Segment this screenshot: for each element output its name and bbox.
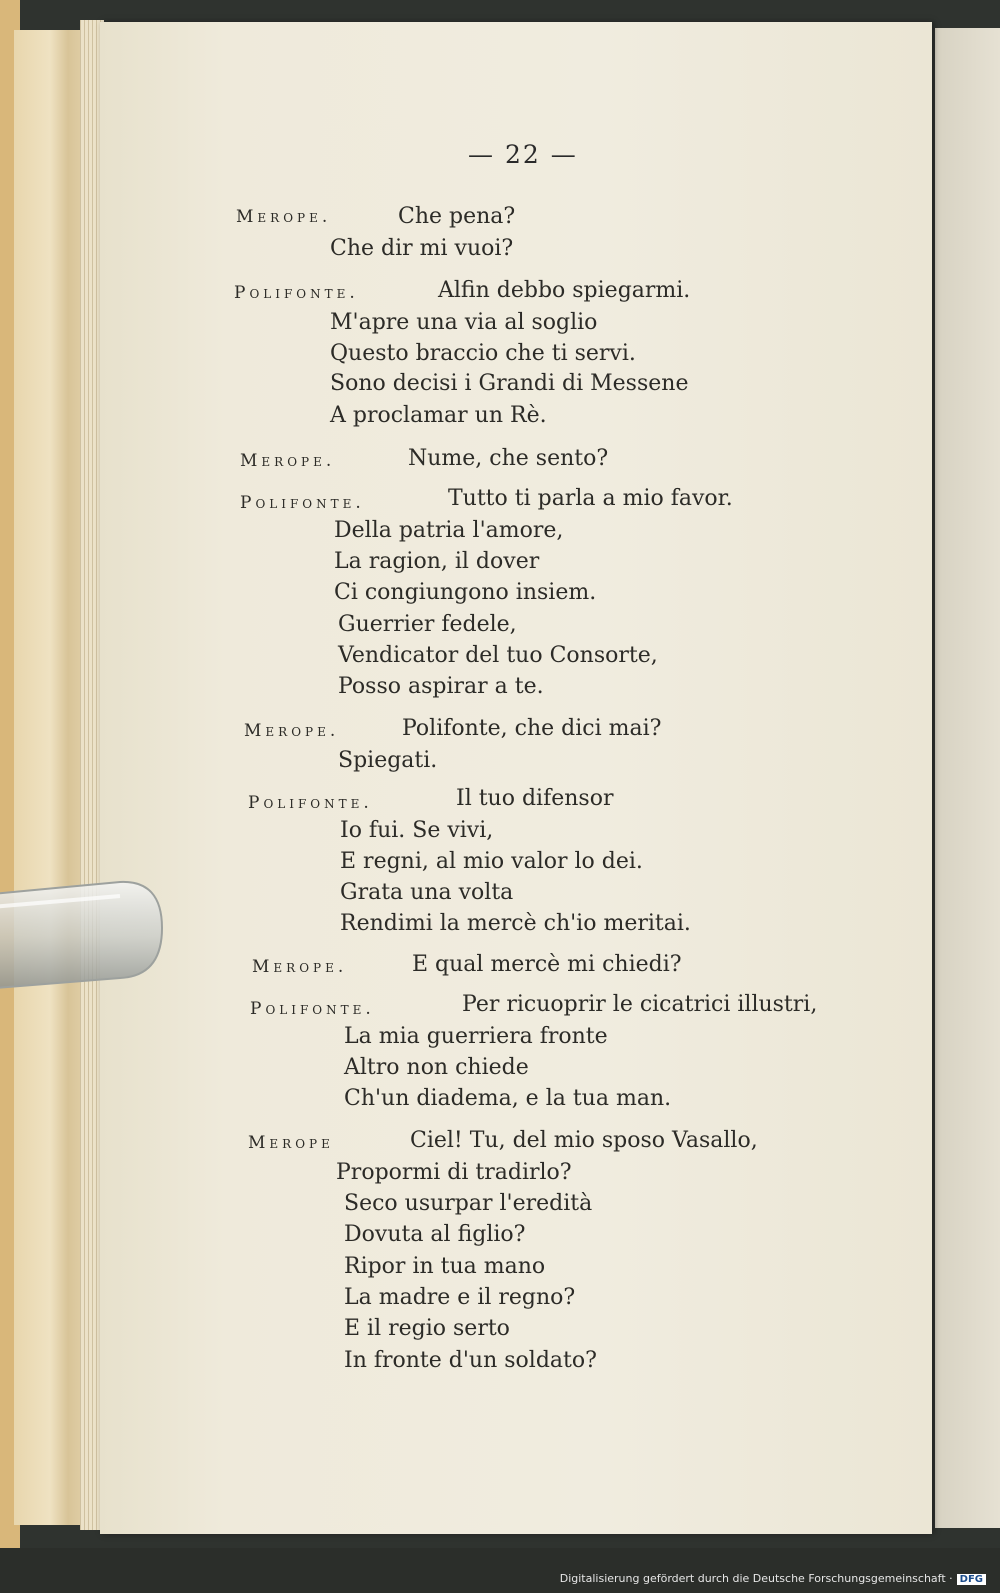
facing-page	[935, 28, 1000, 1528]
verse-line: Polifonte, che dici mai?	[402, 716, 662, 741]
verse-line: E qual mercè mi chiedi?	[412, 952, 682, 977]
verse-line: La mia guerriera fronte	[344, 1024, 608, 1049]
verse-line: Ciel! Tu, del mio sposo Vasallo,	[410, 1128, 758, 1153]
verse-line: Guerrier fedele,	[338, 612, 517, 637]
speaker-label: Merope.	[244, 721, 340, 741]
verse-line: Altro non chiede	[344, 1055, 529, 1080]
verse-line: In fronte d'un soldato?	[344, 1348, 597, 1373]
verse-line: Propormi di tradirlo?	[336, 1160, 572, 1185]
verse-line: Ripor in tua mano	[344, 1254, 546, 1279]
verse-line: Sono decisi i Grandi di Messene	[330, 371, 689, 396]
speaker-label: Polifonte.	[234, 283, 359, 303]
speaker-label: Merope.	[240, 451, 336, 471]
verse-line: M'apre una via al soglio	[330, 310, 598, 335]
verse-line: Per ricuoprir le cicatrici illustri,	[462, 992, 818, 1017]
verse-line: Alfin debbo spiegarmi.	[438, 278, 691, 303]
verse-line: E regni, al mio valor lo dei.	[340, 849, 643, 874]
verse-line: Che pena?	[398, 204, 516, 229]
verse-line: Spiegati.	[338, 748, 438, 773]
verse-line: La madre e il regno?	[344, 1285, 576, 1310]
verse-line: Rendimi la mercè ch'io meritai.	[340, 911, 691, 936]
verse-line: Ci congiungono insiem.	[334, 580, 597, 605]
verse-line: Della patria l'amore,	[334, 518, 564, 543]
page-clip	[0, 878, 165, 996]
page-number: — 22 —	[468, 140, 578, 169]
verse-line: Grata una volta	[340, 880, 514, 905]
verse-line: La ragion, il dover	[334, 549, 540, 574]
credit-text: Digitalisierung gefördert durch die Deutsche Forschungsgemeinschaft ·	[559, 1572, 953, 1585]
verse-line: Nume, che sento?	[408, 446, 609, 471]
verse-line: Io fui. Se vivi,	[340, 818, 494, 843]
speaker-label: Merope	[248, 1133, 334, 1153]
verse-line: Il tuo difensor	[456, 786, 614, 811]
footer-bar	[0, 1548, 1000, 1593]
dfg-logo: DFG	[957, 1574, 986, 1585]
speaker-label: Merope.	[252, 957, 348, 977]
speaker-label: Merope.	[236, 207, 332, 227]
verse-line: Questo braccio che ti servi.	[330, 341, 636, 366]
verse-line: Dovuta al figlio?	[344, 1222, 526, 1247]
digitization-credit	[560, 1572, 986, 1585]
verse-line: Posso aspirar a te.	[338, 674, 544, 699]
speaker-label: Polifonte.	[240, 493, 365, 513]
speaker-label: Polifonte.	[248, 793, 373, 813]
speaker-label: Polifonte.	[250, 999, 375, 1019]
verse-line: A proclamar un Rè.	[330, 403, 547, 428]
verse-line: Ch'un diadema, e la tua man.	[344, 1086, 672, 1111]
verse-line: E il regio serto	[344, 1316, 510, 1341]
verse-line: Vendicator del tuo Consorte,	[338, 643, 658, 668]
verse-line: Seco usurpar l'eredità	[344, 1191, 593, 1216]
verse-line: Tutto ti parla a mio favor.	[448, 486, 733, 511]
verse-line: Che dir mi vuoi?	[330, 236, 514, 261]
